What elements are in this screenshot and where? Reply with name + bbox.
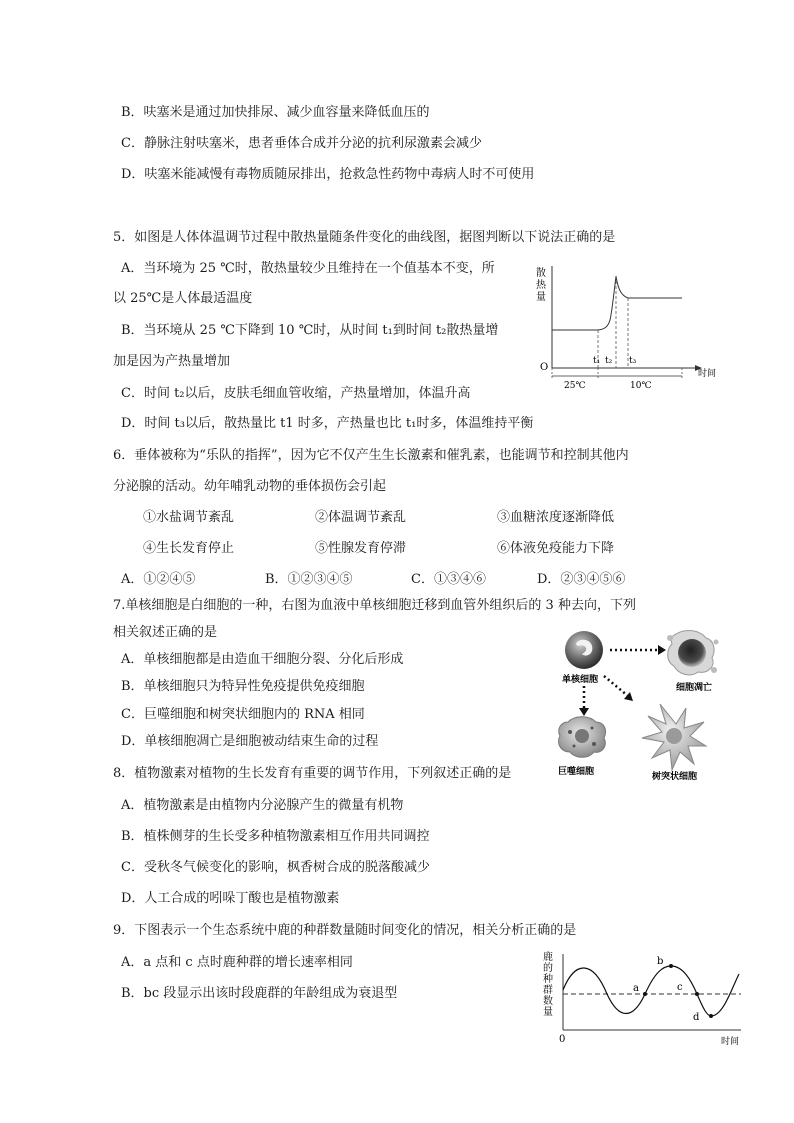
q5-fig-t3: t₃ [629, 356, 637, 366]
q9-option-b: B．bc 段显示出该时段鹿群的年龄组成为衰退型 [121, 986, 398, 1001]
q9-fig-point-c [695, 992, 699, 996]
q5-option-b-line2: 加是因为产热量增加 [113, 354, 231, 369]
q7-fig-label-apoptosis: 细胞凋亡 [676, 683, 713, 693]
q5-option-a-line1: A．当环境为 25 ℃时，散热量较少且维持在一个值基本不变，所 [121, 261, 495, 276]
q9-fig-ylabel-6: 量 [543, 1007, 553, 1018]
q5-fig-curve [552, 276, 682, 330]
q5-option-c: C．时间 t₂以后，皮肤毛细血管收缩，产热量增加，体温升高 [121, 386, 471, 401]
q5-fig-origin: O [540, 362, 549, 373]
q9-fig-label-b: b [657, 956, 664, 967]
q5-option-d: D．时间 t₃以后，散热量比 t1 时多，产热量也比 t₁时多，体温维持平衡 [121, 416, 534, 431]
q6-item-3: ③血糖浓度逐渐降低 [497, 510, 615, 525]
q5-option-a-line2: 以 25℃是人体最适温度 [113, 291, 253, 306]
q7-stem-line1: 7.单核细胞是白细胞的一种，右图为血液中单核细胞迁移到血管外组织后的 3 种去向，下列 [113, 598, 636, 613]
q9-fig-ylabel-4: 群 [543, 985, 553, 996]
q9-fig-label-a: a [633, 983, 639, 994]
q9-stem: 9．下图表示一个生态系统中鹿的种群数量随时间变化的情况，相关分析正确的是 [113, 923, 577, 938]
q6-item-1: ①水盐调节紊乱 [143, 510, 235, 525]
q6-option-d: D．②③④⑤⑥ [537, 572, 626, 587]
q9-fig-origin: 0 [559, 1034, 566, 1045]
arrow-to-dendritic [604, 676, 628, 696]
q5-stem: 5．如图是人体体温调节过程中散热量随条件变化的曲线图，据图判断以下说法正确的是 [113, 230, 616, 245]
q5-fig-temp-25: 25℃ [564, 381, 586, 391]
q9-fig-xlabel: 时间 [721, 1037, 740, 1047]
q9-fig-label-d: d [693, 1012, 700, 1023]
q7-fig-label-monocyte: 单核细胞 [562, 675, 599, 685]
q7-stem-line2: 相关叙述正确的是 [113, 625, 218, 640]
q4-option-b: B．呋塞米是通过加快排尿、减少血容量来降低血压的 [121, 105, 430, 120]
q7-fig-label-macrophage: 巨噬细胞 [558, 767, 595, 777]
q9-fig-curve [563, 966, 739, 1016]
q6-option-a: A．①②④⑤ [121, 572, 196, 587]
macrophage-cell [558, 717, 605, 758]
q6-option-c: C．①③④⑥ [411, 572, 486, 587]
q9-fig-point-d [709, 1014, 713, 1018]
q6-item-2: ②体温调节紊乱 [315, 510, 407, 525]
q9-deer-population-figure [535, 950, 755, 1050]
q5-fig-t2: t₂ [605, 356, 613, 366]
q8-option-a: A．植物激素是由植物内分泌腺产生的微量有机物 [121, 798, 404, 813]
q5-heat-dissipation-figure [530, 262, 730, 392]
q5-fig-temp-10: 10℃ [630, 381, 652, 391]
q9-fig-ylabel-1: 鹿 [543, 952, 553, 963]
q5-fig-ylabel-3: 量 [536, 292, 546, 303]
q6-item-5: ⑤性腺发育停滞 [315, 541, 407, 556]
q6-item-6: ⑥体液免疫能力下降 [497, 541, 615, 556]
q7-option-c: C．巨噬细胞和树突状细胞内的 RNA 相同 [121, 707, 365, 722]
q4-option-d: D．呋塞米能减慢有毒物质随尿排出，抢救急性药物中毒病人时不可使用 [121, 167, 535, 182]
q5-fig-t1: t₁ [593, 356, 601, 366]
q8-option-d: D．人工合成的吲哚丁酸也是植物激素 [121, 891, 340, 906]
q7-monocyte-figure [548, 628, 748, 783]
apoptotic-cell [667, 631, 719, 675]
monocyte-cell [565, 631, 603, 669]
q9-fig-label-c: c [677, 982, 683, 993]
q4-option-c: C．静脉注射呋塞米，患者垂体合成并分泌的抗利尿激素会减少 [121, 136, 482, 151]
q6-item-4: ④生长发育停止 [143, 541, 235, 556]
q7-option-a: A．单核细胞都是由造血干细胞分裂、分化后形成 [121, 652, 404, 667]
q5-fig-xlabel: 时间 [698, 369, 717, 379]
q7-option-d: D．单核细胞凋亡是细胞被动结束生命的过程 [121, 734, 379, 749]
dendritic-cell [642, 704, 706, 770]
q9-fig-ylabel-3: 种 [543, 974, 553, 985]
q8-option-c: C．受秋冬气候变化的影响，枫香树合成的脱落酸减少 [121, 860, 430, 875]
q7-option-b: B．单核细胞只为特异性免疫提供免疫细胞 [121, 679, 365, 694]
q9-fig-ylabel-2: 的 [543, 963, 553, 974]
q5-fig-ylabel-2: 热 [536, 280, 546, 291]
q5-option-b-line1: B．当环境从 25 ℃下降到 10 ℃时，从时间 t₁到时间 t₂散热量增 [121, 323, 499, 338]
q9-option-a: A．a 点和 c 点时鹿种群的增长速率相同 [121, 955, 353, 970]
q7-fig-label-dendritic: 树突状细胞 [652, 772, 698, 782]
q9-fig-point-b [669, 964, 673, 968]
q9-fig-point-a [643, 992, 647, 996]
q5-fig-ylabel-1: 散 [536, 268, 546, 279]
q9-fig-ylabel-5: 数 [543, 996, 553, 1007]
q6-stem-line2: 分泌腺的活动。幼年哺乳动物的垂体损伤会引起 [113, 479, 387, 494]
q6-stem-line1: 6．垂体被称为“乐队的指挥”，因为它不仅产生生长激素和催乳素，也能调节和控制其他内 [113, 448, 629, 463]
q6-option-b: B．①②③④⑤ [265, 572, 353, 587]
q8-option-b: B．植株侧芽的生长受多种植物激素相互作用共同调控 [121, 829, 430, 844]
q8-stem: 8．植物激素对植物的生长发育有重要的调节作用，下列叙述正确的是 [113, 766, 512, 781]
